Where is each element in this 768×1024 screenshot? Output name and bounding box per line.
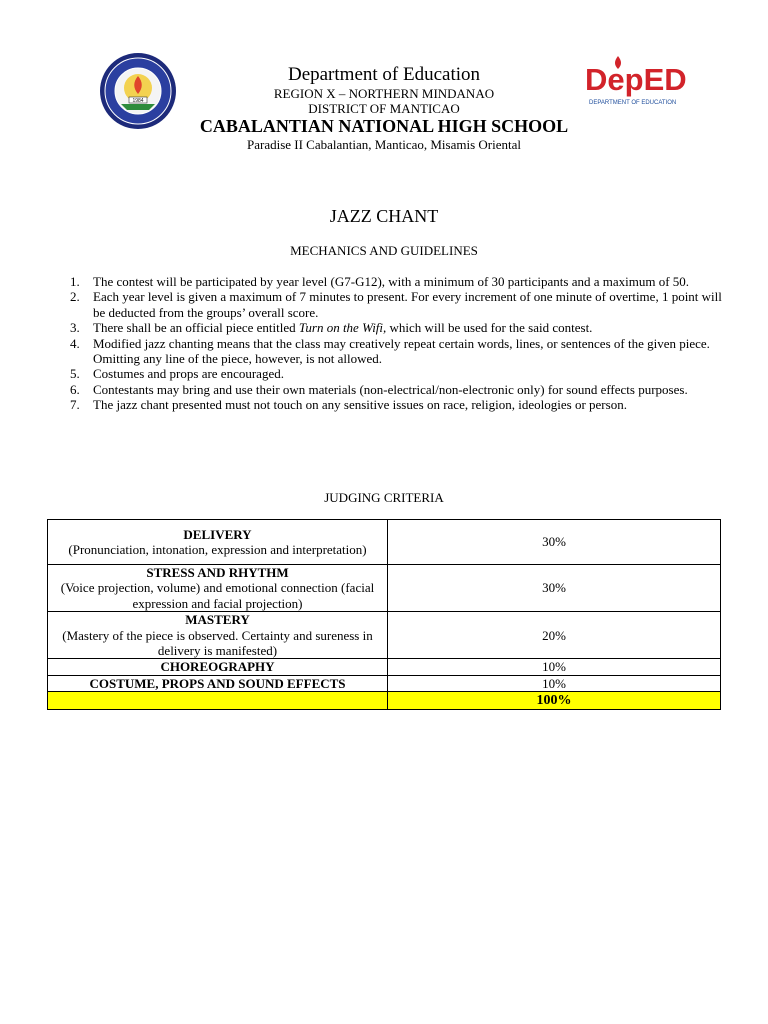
guideline-item: 4. Modified jazz chanting means that the class may creatively repeat certain words, lines, or sentences of the given piece. Omitting any line of the piece, however, is not allowed. (70, 335, 710, 367)
document-title: JAZZ CHANT (329, 206, 439, 226)
total-weight: 100% (388, 692, 721, 710)
deped-logo-text: DepED (585, 62, 687, 97)
school-name: CABALANTIAN NATIONAL HIGH SCHOOL (199, 116, 569, 136)
guideline-item: 1. The contest will be participated by year level (G7-G12), with a minimum of 30 participants and a maximum of 50. (70, 274, 690, 289)
school-seal-logo (99, 52, 177, 130)
criterion-name: CHOREOGRAPHY (160, 659, 275, 675)
table-row (48, 565, 721, 612)
table-row-total (48, 692, 721, 710)
criterion-name: MASTERY (185, 612, 250, 628)
table-row (48, 675, 721, 691)
criterion-name: DELIVERY (183, 526, 252, 542)
criterion-weight: 10% (388, 675, 721, 691)
guideline-item: 6. Contestants may bring and use their own materials (non-electrical/non-electronic only) for sound effects purposes. (70, 381, 688, 397)
guidelines-list (66, 274, 726, 413)
criterion-weight: 20% (388, 612, 721, 659)
criterion-weight: 30% (388, 565, 721, 612)
school-address: Paradise II Cabalantian, Manticao, Misamis Oriental (246, 137, 521, 152)
criterion-weight: 10% (388, 659, 721, 675)
guideline-item: 7. The jazz chant presented must not touch on any sensitive issues on race, religion, ideologies or person. (70, 397, 627, 413)
official-piece-title: Turn on the Wifi, (298, 320, 387, 336)
criterion-description: (Pronunciation, intonation, expression and interpretation) (68, 542, 367, 557)
section-heading-criteria: JUDGING CRITERIA (324, 490, 444, 505)
criterion-weight: 30% (388, 520, 721, 565)
section-heading-mechanics: MECHANICS AND GUIDELINES (290, 243, 478, 258)
table-row (48, 659, 721, 675)
guideline-item: 5. Costumes and props are encouraged. (70, 366, 284, 382)
criterion-name: COSTUME, PROPS AND SOUND EFFECTS (89, 675, 346, 691)
department-name: Department of Education (287, 64, 481, 85)
region-name: REGION X – NORTHERN MINDANAO (273, 86, 495, 101)
criterion-description: (Mastery of the piece is observed. Certainty and sureness in delivery is manifested) (62, 627, 373, 659)
total-label-cell (48, 692, 388, 710)
table-row (48, 612, 721, 659)
svg-text:1984: 1984 (132, 98, 144, 104)
deped-logo-subtext: DEPARTMENT OF EDUCATION (589, 100, 677, 106)
guideline-item: 3. There shall be an official piece entitled Turn on the Wifi, which will be used for the said contest. (70, 320, 593, 336)
criterion-description: (Voice projection, volume) and emotional connection (facial expression and facial projection) (60, 580, 375, 611)
judging-criteria-table (47, 519, 721, 710)
deped-logo (585, 52, 687, 108)
criterion-name: STRESS AND RHYTHM (146, 565, 289, 580)
letterhead (180, 64, 588, 152)
table-row (48, 520, 721, 565)
guideline-item: 2. Each year level is given a maximum of 7 minutes to present. For every increment of one minute of overtime, 1 point will be deducted from the groups’ overall score. (70, 289, 722, 320)
district-name: DISTRICT OF MANTICAO (308, 101, 460, 116)
